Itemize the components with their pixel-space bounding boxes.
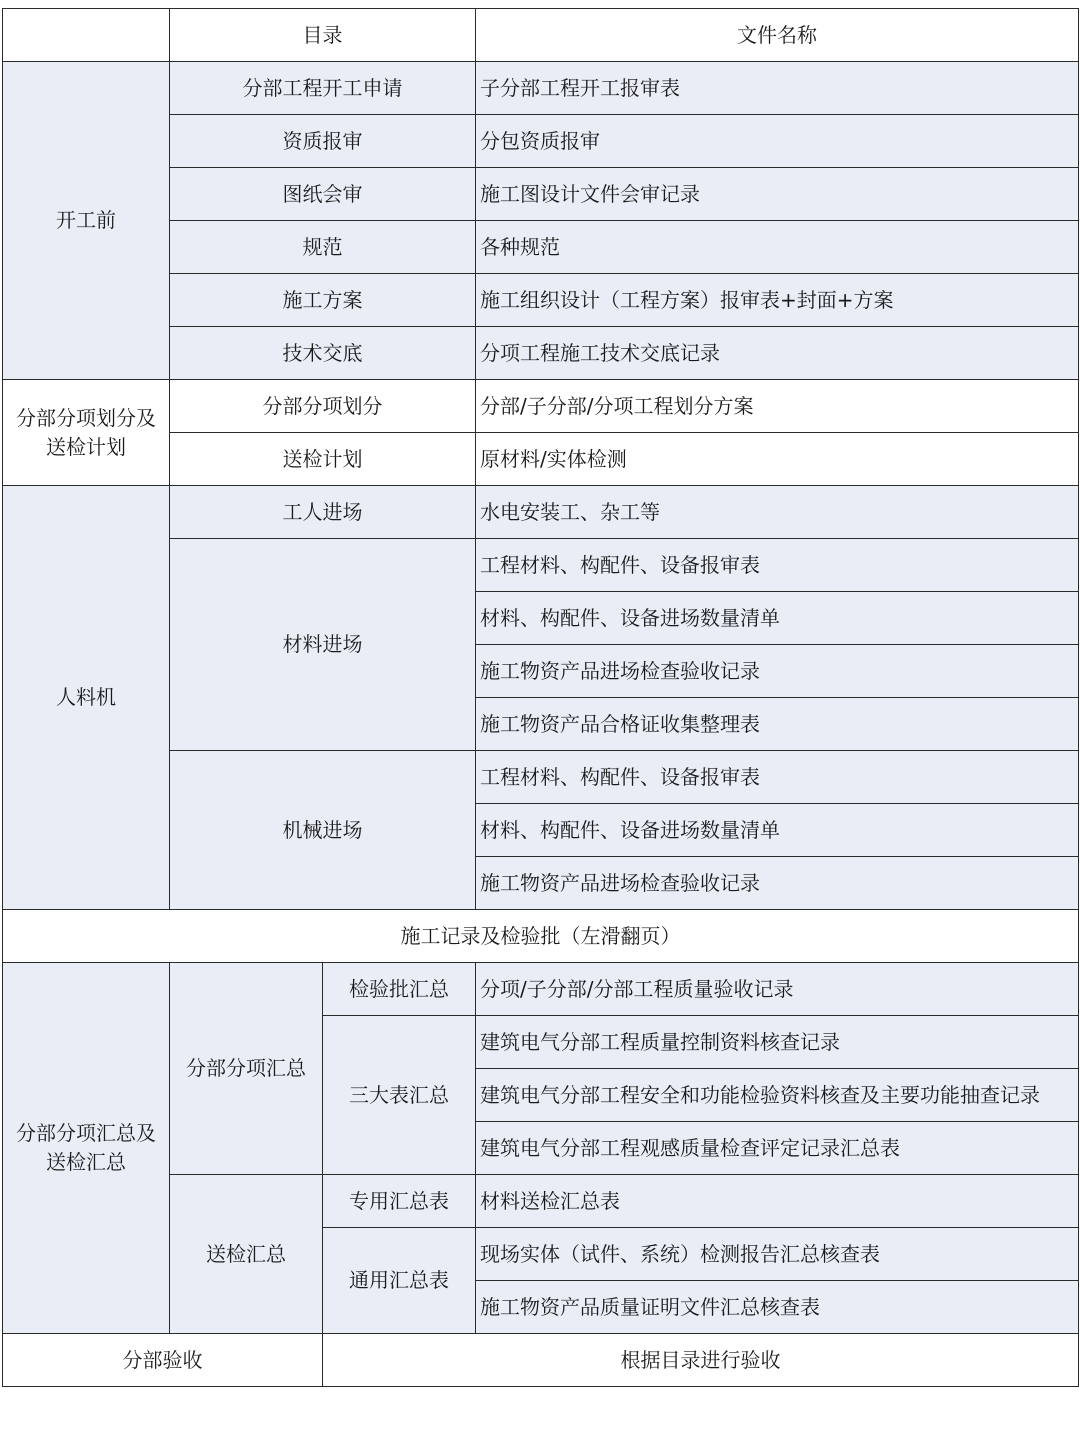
file-cell: 分项/子分部/分部工程质量验收记录 [476, 963, 1079, 1016]
item-cell: 送检计划 [170, 433, 476, 486]
document-catalog-table [2, 8, 1079, 1387]
file-cell: 原材料/实体检测 [476, 433, 1079, 486]
file-cell: 材料送检汇总表 [476, 1175, 1079, 1228]
file-cell: 施工图设计文件会审记录 [476, 168, 1079, 221]
item-cell: 资质报审 [170, 115, 476, 168]
item-cell: 工人进场 [170, 486, 476, 539]
acceptance-file-cell: 根据目录进行验收 [323, 1334, 1079, 1387]
file-cell: 施工组织设计（工程方案）报审表+封面+方案 [476, 274, 1079, 327]
item-cell: 技术交底 [170, 327, 476, 380]
header-blank-cell [3, 9, 170, 62]
header-filename: 文件名称 [476, 9, 1079, 62]
file-cell: 施工物资产品进场检查验收记录 [476, 645, 1079, 698]
category-division [3, 380, 170, 486]
item-cell-general: 通用汇总表 [323, 1228, 476, 1334]
category-resources: 人料机 [3, 486, 170, 910]
file-cell: 分项工程施工技术交底记录 [476, 327, 1079, 380]
category-division-line1: 分部分项划分及 [16, 405, 156, 430]
item-cell: 规范 [170, 221, 476, 274]
file-cell: 子分部工程开工报审表 [476, 62, 1079, 115]
file-cell: 施工物资产品进场检查验收记录 [476, 857, 1079, 910]
file-cell: 建筑电气分部工程质量控制资料核查记录 [476, 1016, 1079, 1069]
file-cell: 建筑电气分部工程观感质量检查评定记录汇总表 [476, 1122, 1079, 1175]
file-cell: 水电安装工、杂工等 [476, 486, 1079, 539]
item-cell-materials: 材料进场 [170, 539, 476, 751]
item-cell: 施工方案 [170, 274, 476, 327]
item-cell: 图纸会审 [170, 168, 476, 221]
subcategory-inspection-summary: 送检汇总 [170, 1175, 323, 1334]
file-cell: 材料、构配件、设备进场数量清单 [476, 804, 1079, 857]
item-cell-three-tables: 三大表汇总 [323, 1016, 476, 1175]
file-cell: 分包资质报审 [476, 115, 1079, 168]
file-cell: 工程材料、构配件、设备报审表 [476, 539, 1079, 592]
subcategory-division-summary: 分部分项汇总 [170, 963, 323, 1175]
category-summary-line2: 送检汇总 [46, 1150, 126, 1174]
item-cell: 检验批汇总 [323, 963, 476, 1016]
table-row [3, 1334, 1079, 1387]
category-summary-line1: 分部分项汇总及 [16, 1121, 156, 1145]
category-summary [3, 963, 170, 1334]
file-cell: 分部/子分部/分项工程划分方案 [476, 380, 1079, 433]
file-cell: 材料、构配件、设备进场数量清单 [476, 592, 1079, 645]
table-row [3, 486, 1079, 539]
item-cell-machinery: 机械进场 [170, 751, 476, 910]
table-row [3, 963, 1079, 1016]
category-division-line2: 送检计划 [46, 434, 126, 459]
item-cell: 分部工程开工申请 [170, 62, 476, 115]
header-directory: 目录 [170, 9, 476, 62]
file-cell: 工程材料、构配件、设备报审表 [476, 751, 1079, 804]
item-cell: 分部分项划分 [170, 380, 476, 433]
category-pre-start: 开工前 [3, 62, 170, 380]
file-cell: 施工物资产品合格证收集整理表 [476, 698, 1079, 751]
file-cell: 各种规范 [476, 221, 1079, 274]
file-cell: 施工物资产品质量证明文件汇总核查表 [476, 1281, 1079, 1334]
table-row [3, 910, 1079, 963]
table-row [3, 380, 1079, 433]
file-cell: 现场实体（试件、系统）检测报告汇总核查表 [476, 1228, 1079, 1281]
records-banner: 施工记录及检验批（左滑翻页） [3, 910, 1079, 963]
category-acceptance: 分部验收 [3, 1334, 323, 1387]
file-cell: 建筑电气分部工程安全和功能检验资料核查及主要功能抽查记录 [476, 1069, 1079, 1122]
table-row [3, 62, 1079, 115]
item-cell: 专用汇总表 [323, 1175, 476, 1228]
header-row [3, 9, 1079, 62]
